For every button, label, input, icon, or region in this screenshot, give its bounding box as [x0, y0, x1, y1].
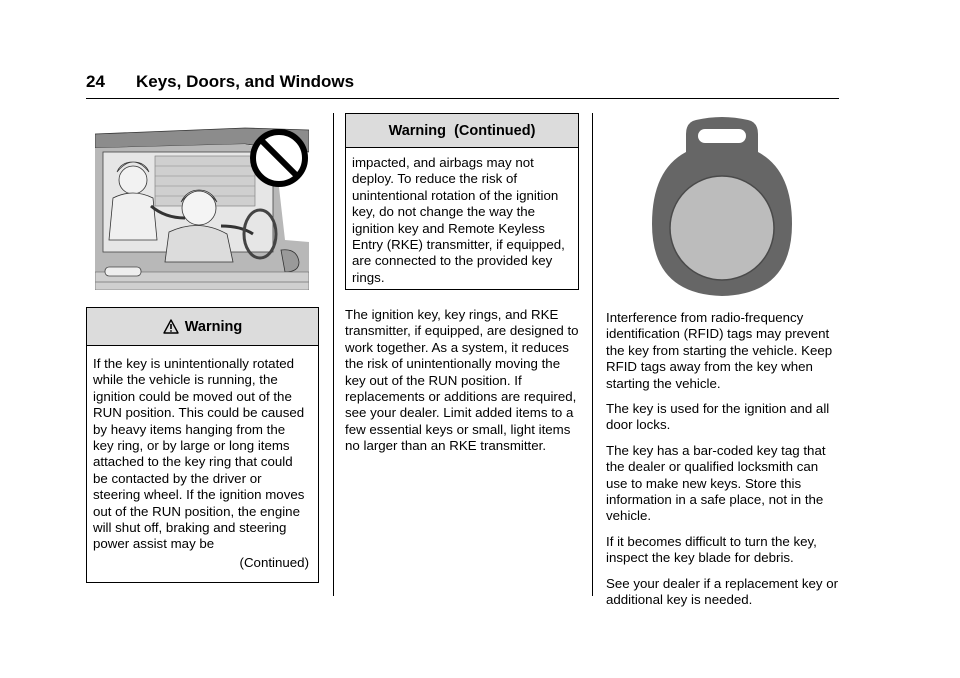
continued-label: (Continued) [239, 554, 309, 570]
warning-continued-text: impacted, and airbags may not deploy. To reduce the risk of unintentional rotation of the ignition key, do not change the way the ignition key and Remote Keyless Entry (RKE) transmitter, if equipped, are connected to the provided key rings. [352, 155, 565, 285]
rfid-paragraph: Interference from radio-frequency identification (RFID) tags may prevent the key from starting the vehicle. Keep RFID tags away from the key when starting the vehicle. [606, 310, 833, 391]
header-divider [86, 98, 839, 99]
warning-triangle-icon [163, 319, 179, 334]
prohibited-icon [253, 132, 305, 184]
warning-box [86, 307, 319, 583]
warning-continued-body [346, 148, 578, 290]
page-header [86, 72, 354, 92]
warning-text: If the key is unintentionally rotated while the vehicle is running, the ignition could be moved out of the RUN position. This could be caused by heavy items hanging from the key ring, or by large or long items attached to the key ring that could be contacted by the driver or steering wheel. If the ignition moves out of the RUN position, the engine will shut off, braking and steering power assist may be [93, 356, 305, 552]
warning-title: Warning [184, 318, 243, 335]
page-number: 24 [86, 72, 105, 91]
middle-column [345, 307, 581, 464]
rfid-tag-icon [650, 116, 794, 297]
warning-header [87, 308, 318, 346]
column-divider-left [333, 113, 334, 596]
right-column [606, 310, 842, 618]
warning-continued-header [346, 114, 578, 148]
warning-continued-title: Warning (Continued) [388, 122, 536, 139]
column-divider-right [592, 113, 593, 596]
replacement-key-paragraph: See your dealer if a replacement key or additional key is needed. [606, 575, 839, 608]
key-tag-paragraph: The key has a bar-coded key tag that the dealer or qualified locksmith can use to make new keys. Store this information in a safe place, not in the vehicle. [606, 442, 826, 524]
warning-body [87, 346, 318, 575]
section-title: Keys, Doors, and Windows [136, 72, 355, 91]
children-in-car-illustration [95, 122, 309, 290]
key-usage-paragraph: The key is used for the ignition and all door locks. [606, 401, 830, 433]
key-ring-paragraph: The ignition key, key rings, and RKE transmitter, if equipped, are designed to work together. As a system, it reduces the risk of unintentionally moving the key out of the RUN position. If replacements or additions are required, see your dealer. Limit added items to a few essential keys or small, light items no larger than an RKE transmitter. [345, 307, 579, 454]
warning-continued-box [345, 113, 579, 290]
difficult-key-paragraph: If it becomes difficult to turn the key, inspect the key blade for debris. [606, 533, 817, 566]
